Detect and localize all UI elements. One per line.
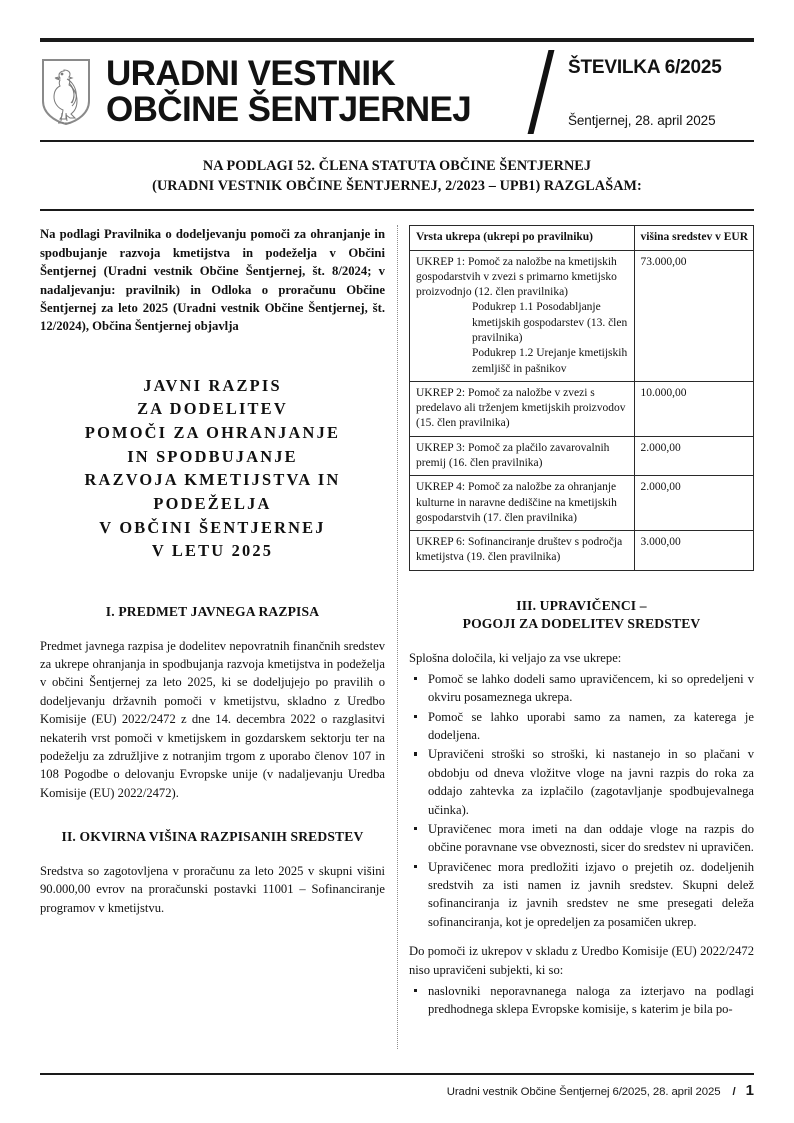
- measure-cell: [410, 250, 635, 381]
- measure-cell: UKREP 2: Pomoč za naložbe v zvezi s predelavo ali trženjem kmetijskih proizvodov (15. člen pravilnika): [410, 381, 635, 436]
- general-provisions-list: [409, 670, 754, 931]
- list-item: Upravičenec mora predložiti izjavo o prejetih oz. dodeljenih sredstvih za isti namen iz javnih sredstev. Skupni delež sofinanciranja iz javnih sredstev ne sme presegati deleža sofinanciranja, kot je opredeljen za posamičen ukrep.: [409, 858, 754, 932]
- masthead-title-line-1: URADNI VESTNIK: [106, 53, 396, 93]
- page-title-line-6: V OBČINI ŠENTJERNEJ: [99, 517, 326, 537]
- two-column-body: [40, 225, 754, 1053]
- legal-basis-statement: [40, 142, 754, 209]
- page-title-line-5: PODEŽELJA: [153, 493, 272, 513]
- page-title-line-0: JAVNI RAZPIS: [143, 375, 282, 395]
- amount-cell: 2.000,00: [634, 476, 753, 531]
- table-header-row: [410, 226, 754, 250]
- list-item: Pomoč se lahko dodeli samo upravičencem, ki so opredeljeni v okviru posameznega ukrepa.: [409, 670, 754, 707]
- masthead-meta: [568, 57, 754, 128]
- footer-separator: /: [732, 1086, 736, 1098]
- legal-basis-line-1: NA PODLAGI 52. ČLENA STATUTA OBČINE ŠENTJERNEJ: [202, 158, 592, 174]
- measure-subitem: Podukrep 1.1 Posodabljanje kmetijskih gospodarstev (13. člen pravilnika): [472, 301, 628, 344]
- measure-subitem: Podukrep 1.2 Urejanje kmetijskih zemljišč in pašnikov: [472, 347, 628, 375]
- page-title-line-2: POMOČI ZA OHRANJANJE: [84, 423, 341, 442]
- amount-cell: 2.000,00: [634, 436, 753, 476]
- preamble-paragraph: Na podlagi Pravilnika o dodeljevanju pomoči za ohranjanje in spodbujanje razvoja kmetijstva in podeželja v Občini Šentjernej (Uradni vestnik Občine Šentjernej, št. 8/2024; v nadaljevanju: pravilnik) in Odloka o proračunu Občine Šentjernej za leto 2025 (Uradni vestnik Občine Šentjernej, št. 12/2024), Občina Šentjernej objavlja: [40, 227, 385, 334]
- list-item: Upravičenec mora imeti na dan oddaje vloge na razpis do občine poravnane vse obveznosti, sicer do sredstev ni upravičen.: [409, 820, 754, 857]
- page-title-line-1: ZA DODELITEV: [137, 399, 288, 419]
- section-iii-title-line-2: POGOJI ZA DODELITEV SREDSTEV: [462, 615, 701, 631]
- footer-text: Uradni vestnik Občine Šentjernej 6/2025, 28. april 2025: [446, 1086, 721, 1098]
- masthead-slash-divider: [522, 50, 568, 134]
- table-row: [410, 476, 754, 531]
- page-title-line-3: IN SPODBUJANJE: [127, 446, 298, 466]
- page-number: 1: [745, 1082, 754, 1099]
- amount-cell: 3.000,00: [634, 531, 753, 571]
- measure-text: UKREP 1: Pomoč za naložbe na kmetijskih gospodarstvih v zvezi s primarno kmetijsko proizvodnjo (12. člen pravilnika): [416, 255, 617, 299]
- table-row: [410, 436, 754, 476]
- shield-rooster-crest-icon: [40, 57, 92, 127]
- masthead-title: [106, 53, 522, 129]
- left-column: [40, 225, 385, 1053]
- section-heading-i: I. PREDMET JAVNEGA RAZPISA: [105, 603, 320, 619]
- general-provisions-intro: Splošna določila, ki veljajo za vse ukrepe:: [409, 650, 622, 665]
- measures-table: [409, 225, 754, 570]
- page-title: [40, 374, 385, 563]
- table-row: [410, 250, 754, 381]
- section-heading-iii: [409, 597, 754, 633]
- issue-date: Šentjernej, 28. april 2025: [568, 112, 716, 128]
- ineligible-list: [409, 982, 754, 1019]
- right-column: [409, 225, 754, 1053]
- list-item: Upravičeni stroški so stroški, ki nastanejo in so plačani v obdobju od dneva vložitve vloge na javni razpis do roka za oddajo zahtevka za izplačilo (zagotavljanje spodbujevalnega učinka).: [409, 745, 754, 819]
- page-title-line-4: RAZVOJA KMETIJSTVA IN: [84, 470, 341, 490]
- column-header-measure: Vrsta ukrepa (ukrepi po pravilniku): [410, 226, 635, 250]
- table-row: [410, 381, 754, 436]
- list-item: naslovniki neporavnanega naloga za izterjavo na podlagi predhodnega sklepa Evropske komisije, s katerim je bila po-: [409, 982, 754, 1019]
- measure-cell: UKREP 4: Pomoč za naložbe za ohranjanje kulturne in naravne dediščine na kmetijskih gospodarstvih (17. člen pravilnika): [410, 476, 635, 531]
- section-heading-ii: II. OKVIRNA VIŠINA RAZPISANIH SREDSTEV: [61, 829, 364, 845]
- measure-cell: UKREP 6: Sofinanciranje društev s področja kmetijstva (19. člen pravilnika): [410, 531, 635, 571]
- footer-rule: [40, 1073, 754, 1075]
- measure-cell: UKREP 3: Pomoč za plačilo zavarovalnih premij (16. člen pravilnika): [410, 436, 635, 476]
- column-header-amount: višina sredstev v EUR: [634, 226, 753, 250]
- section-iii-title-line-1: III. UPRAVIČENCI –: [516, 597, 647, 613]
- page-footer: [40, 1073, 754, 1099]
- amount-cell: 10.000,00: [634, 381, 753, 436]
- masthead: [40, 42, 754, 140]
- amount-cell: 73.000,00: [634, 250, 753, 381]
- ineligible-intro: Do pomoči iz ukrepov v skladu z Uredbo Komisije (EU) 2022/2472 niso upravičeni subjekti, ki so:: [409, 944, 754, 977]
- legal-basis-line-2: (URADNI VESTNIK OBČINE ŠENTJERNEJ, 2/2023 – UPB1) RAZGLAŠAM:: [152, 178, 642, 195]
- masthead-title-line-2: OBČINE ŠENTJERNEJ: [106, 90, 472, 129]
- section-ii-body: Sredstva so zagotovljena v proračunu za leto 2025 v skupni višini 90.000,00 evrov na proračunski postavki 11001 – Sofinanciranje programov v kmetijstvu.: [40, 864, 385, 915]
- table-row: [410, 531, 754, 571]
- legal-bottom-rule: [40, 209, 754, 211]
- issue-number: ŠTEVILKA 6/2025: [568, 56, 722, 78]
- page-title-line-7: V LETU 2025: [151, 541, 274, 561]
- column-divider: [385, 225, 409, 1053]
- list-item: Pomoč se lahko uporabi samo za namen, za katerega je dodeljena.: [409, 708, 754, 745]
- section-i-body: Predmet javnega razpisa je dodelitev nepovratnih finančnih sredstev za ukrepe ohranjanja in spodbujanja razvoja kmetijstva in podeželja v občini Šentjernej za leto 2025, ki se dodeljujejo po pravilih o dodeljevanju državnih pomoči v kmetijstvu, skladno z Uredbo Komisije (EU) 2022/2472 z dne 14. decembra 2022 o razglasitvi nekaterih vrst pomoči v kmetijskem in gozdarskem sektorju ter na podeželju za združljive z notranjim trgom z uporabo členov 107 in 108 Pogodbe o delovanju Evropske unije (v nadaljevanju Uredba Komisije (EU) 2022/2472).: [40, 638, 385, 800]
